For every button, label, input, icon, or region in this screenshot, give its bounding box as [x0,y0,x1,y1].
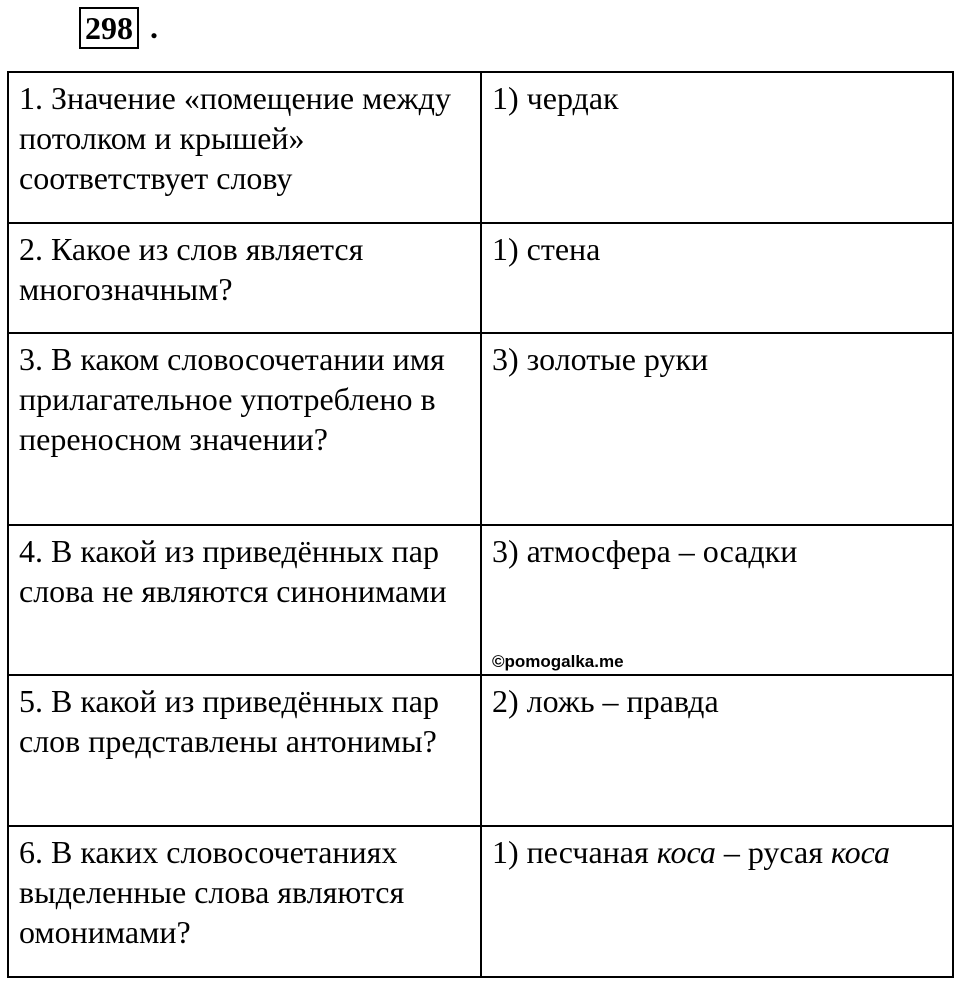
answer-cell: 3) золотые руки [481,333,953,525]
question-cell: 3. В каком словосочетании имя прилагательное употреблено в переносном значении? [8,333,481,525]
answer-cell [481,525,953,675]
answer-text: 3) атмосфера – осадки [492,533,798,569]
question-cell: 6. В каких словосочетаниях выделенные слова являются омонимами? [8,826,481,977]
answer-cell [481,826,953,977]
table-row [8,333,953,525]
answer-highlighted-word: коса [656,834,716,870]
answer-middle: – русая [715,834,831,870]
task-number-box [79,7,139,49]
table-row [8,675,953,826]
answer-cell: 1) чердак [481,72,953,223]
answer-highlighted-word: коса [830,834,891,870]
task-number: 298 [85,10,133,46]
answers-table [7,71,954,978]
table-row [8,223,953,333]
table-row [8,525,953,675]
table-row [8,72,953,223]
answer-prefix: 1) песчаная [492,834,657,870]
question-cell: 4. В какой из приведённых пар слова не являются синонимами [8,525,481,675]
task-number-period: . [150,9,158,45]
answer-cell: 1) стена [481,223,953,333]
watermark: ©pomogalka.me [492,652,624,671]
question-cell: 1. Значение «помещение между потолком и крышей» соответствует слову [8,72,481,223]
question-cell: 5. В какой из приведённых пар слов представлены антонимы? [8,675,481,826]
table-row [8,826,953,977]
question-cell: 2. Какое из слов является многозначным? [8,223,481,333]
answer-cell: 2) ложь – правда [481,675,953,826]
